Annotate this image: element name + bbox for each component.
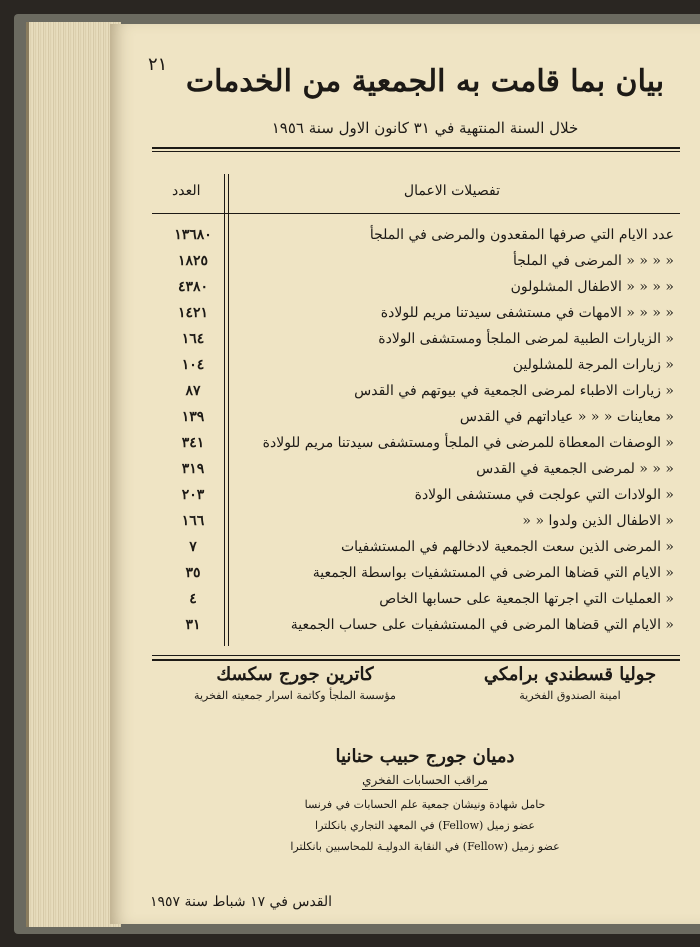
secretary-name: كاترين جورج سكسك — [216, 664, 374, 685]
table-row — [152, 383, 680, 409]
row-description: « معاينات « « « عياداتهم في القدس — [459, 409, 674, 425]
auditor-qualification: عضو زميل (Fellow) في النقابة الدوليـة للمحاسبين بانكلترا — [290, 840, 560, 853]
row-count: ٣١ — [185, 617, 201, 633]
table-row — [152, 357, 680, 383]
header-rule — [152, 213, 680, 214]
services-table — [152, 147, 680, 660]
document-page — [110, 24, 700, 924]
treasurer-name: جوليا قسطندي برامكي — [483, 664, 657, 685]
table-top-rule — [152, 147, 680, 149]
table-row — [152, 539, 680, 565]
auditor-qualification: حامل شهادة ونيشان جمعية علم الحسابات في فرنسا — [304, 798, 546, 811]
row-count: ١٤٢١ — [177, 305, 209, 321]
row-description: « « « « الاطفال المشلولون — [510, 279, 674, 295]
table-row — [152, 565, 680, 591]
row-description: « الزيارات الطبية لمرضى الملجأ ومستشفى الولادة — [378, 331, 674, 347]
row-description: عدد الايام التي صرفها المقعدون والمرضى في الملجأ — [369, 227, 674, 243]
row-count: ٢٠٣ — [181, 487, 205, 503]
table-top-rule-inner — [152, 151, 680, 152]
row-count: ٤ — [189, 591, 197, 607]
row-description: « زيارات الاطباء لمرضى الجمعية في بيوتهم في القدس — [354, 383, 674, 399]
header-details: تفصيلات الاعمال — [403, 183, 500, 199]
table-row — [152, 461, 680, 487]
row-description: « « « لمرضى الجمعية في القدس — [476, 461, 674, 477]
table-bottom-rule-inner — [152, 655, 680, 656]
row-description: « زيارات المرجة للمشلولين — [512, 357, 674, 373]
row-count: ٣٥ — [185, 565, 201, 581]
table-row — [152, 279, 680, 305]
table-bottom-rule — [152, 659, 680, 661]
row-description: « العمليات التي اجرتها الجمعية على حسابها الخاص — [379, 591, 674, 607]
row-count: ٤٣٨٠ — [177, 279, 209, 295]
row-description: « الايام التي قضاها المرضى في المستشفيات بواسطة الجمعية — [312, 565, 674, 581]
row-description: « « « « المرضى في الملجأ — [512, 253, 674, 269]
page-edges — [26, 22, 121, 927]
row-description: « الايام التي قضاها المرضى في المستشفيات على حساب الجمعية — [290, 617, 674, 633]
row-count: ٨٧ — [185, 383, 201, 399]
signature-treasurer — [470, 664, 670, 702]
table-row — [152, 435, 680, 461]
table-row — [152, 487, 680, 513]
treasurer-role: امينة الصندوق الفخرية — [519, 689, 621, 702]
auditor-qualification: عضو زميل (Fellow) في المعهد التجاري بانكلترا — [315, 819, 535, 832]
page-subtitle: خلال السنة المنتهية في ٣١ كانون الاول سنة ١٩٥٦ — [271, 119, 579, 137]
auditor-block — [260, 746, 590, 853]
row-count: ١٦٤ — [181, 331, 205, 347]
row-count: ٧ — [189, 539, 197, 555]
auditor-name: دميان جورج حبيب حنانيا — [335, 746, 515, 767]
row-description: « الاطفال الذين ولدوا « « — [522, 513, 674, 529]
table-row — [152, 331, 680, 357]
row-description: « المرضى الذين سعت الجمعية لادخالهم في المستشفيات — [340, 539, 674, 555]
table-row — [152, 305, 680, 331]
row-count: ١٦٦ — [181, 513, 205, 529]
row-count: ١٠٤ — [181, 357, 205, 373]
row-count: ١٨٢٥ — [177, 253, 209, 269]
row-count: ١٣٩ — [181, 409, 205, 425]
table-row — [152, 227, 680, 253]
row-count: ٣١٩ — [181, 461, 205, 477]
table-row — [152, 617, 680, 643]
row-count: ١٣٦٨٠ — [174, 227, 212, 243]
row-description: « « « « الامهات في مستشفى سيدتنا مريم للولادة — [380, 305, 674, 321]
page-title: بيان بما قامت به الجمعية من الخدمات — [185, 64, 665, 99]
row-description: « الولادات التي عولجت في مستشفى الولادة — [414, 487, 674, 503]
signature-secretary — [170, 664, 420, 702]
place-date: القدس في ١٧ شباط سنة ١٩٥٧ — [150, 894, 333, 910]
table-row — [152, 253, 680, 279]
page-number: ٢١ — [148, 54, 168, 75]
table-row — [152, 513, 680, 539]
row-description: « الوصفات المعطاة للمرضى في الملجأ ومستشفى سيدتنا مريم للولادة — [262, 435, 674, 451]
secretary-role: مؤسسة الملجأ وكاتمة اسرار جمعيته الفخرية — [194, 689, 396, 702]
auditor-role: مراقب الحسابات الفخري — [362, 773, 488, 790]
row-count: ٣٤١ — [181, 435, 205, 451]
table-row — [152, 591, 680, 617]
header-count: العدد — [172, 183, 201, 199]
table-row — [152, 409, 680, 435]
